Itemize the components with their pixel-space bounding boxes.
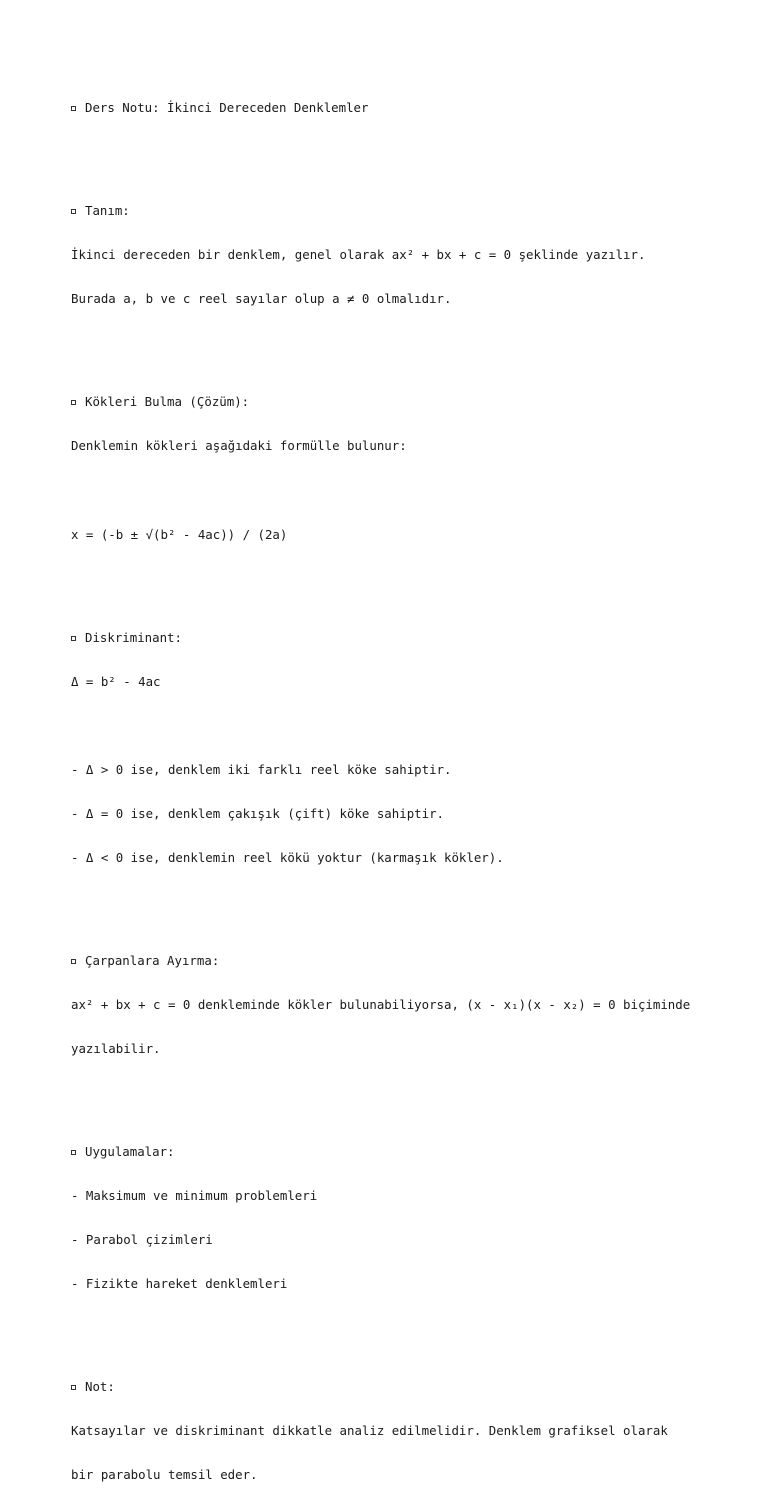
heading-text: Kökleri Bulma (Çözüm):	[85, 394, 250, 410]
spacer	[71, 484, 751, 499]
text-line: Katsayılar ve diskriminant dikkatle analiz edilmelidir. Denklem grafiksel olarak	[71, 1423, 668, 1439]
spacer	[71, 146, 751, 161]
list-item: - Maksimum ve minimum problemleri	[71, 1188, 318, 1204]
square-bullet-icon	[71, 400, 76, 405]
heading-text: Çarpanlara Ayırma:	[85, 952, 220, 968]
square-bullet-icon	[71, 1150, 76, 1155]
square-bullet-icon	[71, 959, 76, 964]
section-heading-uygulamalar	[71, 1145, 751, 1160]
section-heading-carpanlar	[71, 954, 751, 969]
spacer	[71, 719, 751, 734]
heading-text: Not:	[85, 1379, 115, 1395]
list-item: - Parabol çizimleri	[71, 1232, 213, 1248]
spacer	[71, 1086, 751, 1101]
section-heading-kokler	[71, 395, 751, 410]
heading-text: Uygulamalar:	[85, 1143, 175, 1159]
quadratic-formula: x = (-b ± √(b² - 4ac)) / (2a)	[71, 526, 288, 542]
discriminant-formula: Δ = b² - 4ac	[71, 673, 161, 689]
list-item: - Δ = 0 ise, denklem çakışık (çift) köke sahiptir.	[71, 805, 444, 821]
text-line: Burada a, b ve c reel sayılar olup a ≠ 0 olmalıdır.	[71, 291, 452, 307]
section-heading-not	[71, 1380, 751, 1395]
section-heading-tanim	[71, 204, 751, 219]
spacer	[71, 895, 751, 910]
spacer	[71, 1321, 751, 1336]
square-bullet-icon	[71, 209, 76, 214]
text-line: ax² + bx + c = 0 denkleminde kökler bulunabiliyorsa, (x - x₁)(x - x₂) = 0 biçiminde	[71, 997, 691, 1012]
heading-text: Diskriminant:	[85, 629, 182, 645]
list-item: - Δ < 0 ise, denklemin reel kökü yoktur (karmaşık kökler).	[71, 850, 504, 866]
text-line: yazılabilir.	[71, 1041, 161, 1057]
list-item: - Fizikte hareket denklemleri	[71, 1276, 288, 1292]
document-title: Ders Notu: İkinci Dereceden Denklemler	[85, 100, 369, 116]
list-item: - Δ > 0 ise, denklem iki farklı reel köke sahiptir.	[71, 761, 452, 777]
square-bullet-icon	[71, 636, 76, 641]
section-heading-diskriminant	[71, 631, 751, 646]
document-body	[71, 72, 751, 1498]
text-line: bir parabolu temsil eder.	[71, 1467, 258, 1483]
text-line: İkinci dereceden bir denklem, genel olarak ax² + bx + c = 0 şeklinde yazılır.	[71, 247, 646, 263]
square-bullet-icon	[71, 106, 76, 111]
spacer	[71, 337, 751, 352]
heading-text: Tanım:	[85, 203, 130, 219]
square-bullet-icon	[71, 1385, 76, 1390]
document-title-line	[71, 101, 751, 116]
text-line: Denklemin kökleri aşağıdaki formülle bulunur:	[71, 438, 407, 454]
spacer	[71, 572, 751, 587]
